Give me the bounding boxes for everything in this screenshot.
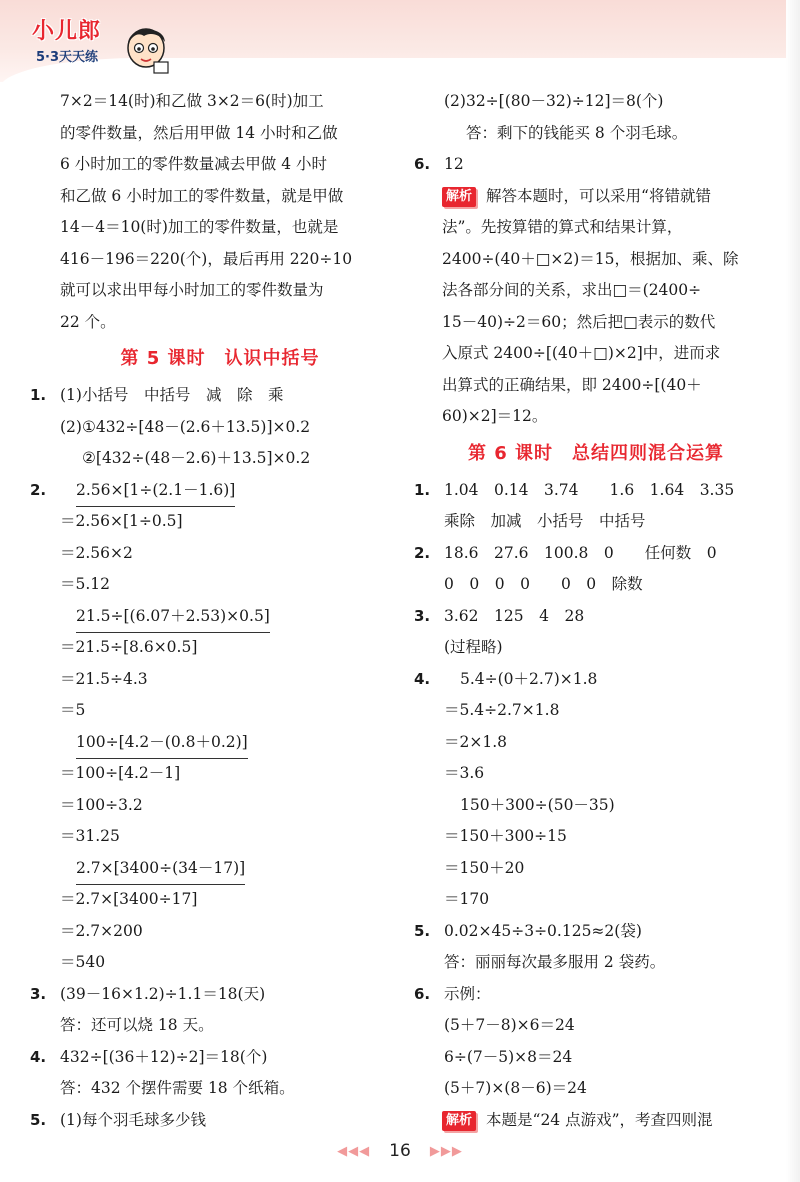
calc-step: ＝21.5÷[8.6×0.5] xyxy=(60,638,198,656)
question-number: 6. xyxy=(414,984,431,1003)
question-6: 6. 12 xyxy=(414,149,778,181)
question-2: 2. 2.56×[1÷(2.1－1.6)] xyxy=(30,475,410,507)
calc-step: ＝2.7×200 xyxy=(60,921,143,940)
intro-line: 416－196＝220(个)，最后再用 220÷10 xyxy=(60,249,353,268)
brand-title: 小儿郎 xyxy=(32,19,102,44)
analysis-tag: 解析 xyxy=(442,1111,476,1131)
right-column xyxy=(414,86,778,1136)
calc-step: ＝2.56×2 xyxy=(60,543,133,562)
question-number: 5. xyxy=(30,1110,47,1129)
lesson-6-title: 第 6 课时 总结四则混合运算 xyxy=(467,442,725,464)
calc-step: ＝2.56×[1÷0.5] xyxy=(60,512,183,530)
question-5-cont: (2)32÷[(80－32)÷12]＝8(个) xyxy=(444,92,664,110)
question-number: 4. xyxy=(414,669,431,688)
calc-step: 21.5÷[(6.07＋2.53)×0.5] xyxy=(30,601,410,633)
r-question-4: 4. 5.4÷(0＋2.7)×1.8 xyxy=(414,664,778,696)
next-arrows-icon: ▶▶▶ xyxy=(429,1144,463,1159)
question-5: 5. (1)每个羽毛球多少钱 xyxy=(30,1105,410,1137)
page-footer xyxy=(0,1140,800,1170)
question-number: 1. xyxy=(414,480,431,499)
answer-line: 答：丽丽每次最多服用 2 袋药。 xyxy=(444,953,666,971)
analysis-line: 解析 本题是“24 点游戏”，考查四则混 xyxy=(414,1105,778,1137)
calc-step: ＝150＋300÷15 xyxy=(444,827,567,845)
calc-step: ＝31.25 xyxy=(60,827,120,845)
answer-line: 0 0 0 0 0 0 除数 xyxy=(444,575,643,593)
question-4: 4. 432÷[(36＋12)÷2]＝18(个) xyxy=(30,1042,410,1074)
left-column xyxy=(30,86,410,1136)
r-question-3: 3. 3.62 125 4 28 xyxy=(414,601,778,633)
answer-line: 答：432 个摆件需要 18 个纸箱。 xyxy=(60,1079,295,1097)
answer-line: 答：剩下的钱能买 8 个羽毛球。 xyxy=(466,123,688,142)
calc-step: ＝2×1.8 xyxy=(444,732,507,751)
intro-line: 7×2＝14(时)和乙做 3×2＝6(时)加工 xyxy=(60,92,324,110)
r-question-1: 1. 1.04 0.14 3.74 1.6 1.64 3.35 xyxy=(414,475,778,507)
question-number: 3. xyxy=(30,984,47,1003)
question-number: 2. xyxy=(414,543,431,562)
r-question-2: 2. 18.6 27.6 100.8 0 任何数 0 xyxy=(414,538,778,570)
question-number: 3. xyxy=(414,606,431,625)
question-number: 2. xyxy=(30,480,47,499)
question-number: 4. xyxy=(30,1047,47,1066)
calc-step: ＝100÷3.2 xyxy=(60,795,143,814)
analysis-line: 15－40)÷2＝60；然后把□表示的数代 xyxy=(442,312,716,331)
calc-step: 100÷[4.2－(0.8＋0.2)] xyxy=(30,727,410,759)
analysis-line: 入原式 2400÷[(40＋□)×2]中，进而求 xyxy=(442,344,721,362)
question-number: 1. xyxy=(30,386,47,404)
question-number: 6. xyxy=(414,155,431,173)
answer-line: 答：还可以烧 18 天。 xyxy=(60,1016,214,1034)
intro-line: 6 小时加工的零件数量减去甲做 4 小时 xyxy=(60,155,328,173)
intro-line: 的零件数量，然后用甲做 14 小时和乙做 xyxy=(60,123,338,142)
prev-arrows-icon: ◀◀◀ xyxy=(337,1144,371,1159)
intro-line: 14－4＝10(时)加工的零件数量，也就是 xyxy=(60,218,339,236)
calc-step: ＝3.6 xyxy=(444,764,485,782)
analysis-tag: 解析 xyxy=(442,187,476,207)
calc-step: ＝5.4÷2.7×1.8 xyxy=(444,701,560,719)
r-question-6: 6. 示例： xyxy=(414,979,778,1011)
page-number: 16 xyxy=(389,1141,411,1161)
lesson-5-title: 第 5 课时 认识中括号 xyxy=(120,348,320,369)
calc-step: ＝170 xyxy=(444,890,490,908)
page-edge-shadow xyxy=(786,0,800,1182)
example-line: (5＋7)×(8－6)＝24 xyxy=(444,1079,587,1097)
calc-step: ＝540 xyxy=(60,953,106,971)
analysis-line: 出算式的正确结果，即 2400÷[(40＋ xyxy=(442,375,702,394)
brand-subtitle: 5·3天天练 xyxy=(36,50,99,65)
analysis-line: 解析 解答本题时，可以采用“将错就错 xyxy=(414,181,778,213)
intro-line: 就可以求出甲每小时加工的零件数量为 xyxy=(60,281,324,299)
calc-step: ＝150＋20 xyxy=(444,858,525,877)
calc-step: ＝5.12 xyxy=(60,575,111,593)
question-1-line: ②[432÷(48－2.6)＋13.5]×0.2 xyxy=(82,449,311,467)
calc-step: ＝5 xyxy=(60,701,86,719)
intro-line: 和乙做 6 小时加工的零件数量，就是甲做 xyxy=(60,186,344,205)
question-number: 5. xyxy=(414,921,431,940)
answer-line: (过程略) xyxy=(444,638,503,656)
calc-step: 2.7×[3400÷(34－17)] xyxy=(30,853,410,885)
intro-line: 22 个。 xyxy=(60,312,116,331)
calc-step: ＝21.5÷4.3 xyxy=(60,669,148,688)
example-line: 6÷(7－5)×8＝24 xyxy=(444,1047,573,1066)
calc-step: 150＋300÷(50－35) xyxy=(460,795,615,814)
r-question-5: 5. 0.02×45÷3÷0.125≈2(袋) xyxy=(414,916,778,948)
analysis-line: 法各部分间的关系，求出□＝(2400÷ xyxy=(442,281,702,299)
mascot-icon xyxy=(120,18,172,76)
analysis-line: 法”。先按算错的算式和结果计算， xyxy=(442,218,683,236)
calc-step: ＝2.7×[3400÷17] xyxy=(60,890,198,908)
brand-logo xyxy=(32,14,152,74)
analysis-line: 60)×2]＝12。 xyxy=(442,407,548,425)
question-3: 3. (39－16×1.2)÷1.1＝18(天) xyxy=(30,979,410,1011)
answer-line: 乘除 加减 小括号 中括号 xyxy=(444,512,646,530)
analysis-line: 2400÷(40＋□×2)＝15，根据加、乘、除 xyxy=(442,249,739,268)
question-1-line: (2)①432÷[48－(2.6＋13.5)]×0.2 xyxy=(60,417,311,436)
question-1: 1. (1)小括号 中括号 减 除 乘 xyxy=(30,380,410,412)
example-line: (5＋7－8)×6＝24 xyxy=(444,1016,575,1034)
calc-step: ＝100÷[4.2－1] xyxy=(60,764,181,782)
